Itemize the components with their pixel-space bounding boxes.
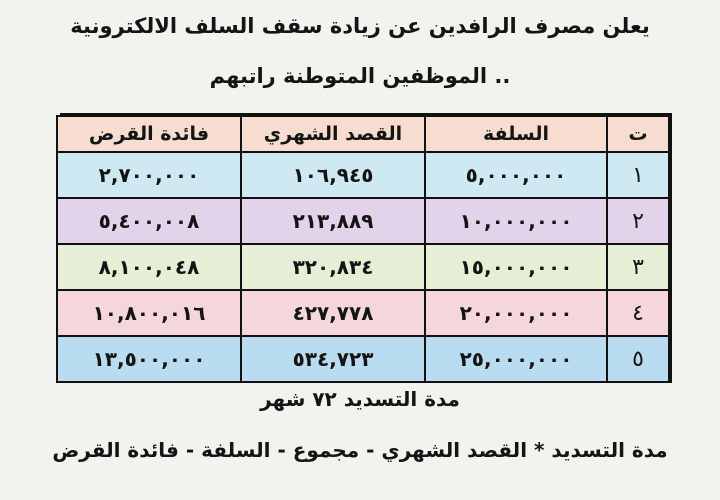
- table-row: [57, 244, 669, 290]
- cell-index: ٣: [607, 244, 669, 290]
- loan-table-container: [60, 113, 672, 383]
- headline-line-2: .. الموظفين المتوطنة راتبهم: [209, 64, 511, 88]
- cell-index: ٥: [607, 336, 669, 382]
- loan-table: [56, 115, 670, 383]
- cell-interest: ٥,٤٠٠,٠٠٨: [57, 198, 241, 244]
- cell-loan: ٢٥,٠٠٠,٠٠٠: [425, 336, 607, 382]
- cell-monthly: ٢١٣,٨٨٩: [241, 198, 425, 244]
- cell-index: ٢: [607, 198, 669, 244]
- cell-monthly: ١٠٦,٩٤٥: [241, 152, 425, 198]
- cell-loan: ٢٠,٠٠٠,٠٠٠: [425, 290, 607, 336]
- header-loan-interest: فائدة القرض: [57, 116, 241, 152]
- headline-line-1: يعلن مصرف الرافدين عن زيادة سقف السلف الالكترونية: [70, 14, 650, 38]
- table-row: [57, 336, 669, 382]
- header-index: ت: [607, 116, 669, 152]
- header-loan: السلفة: [425, 116, 607, 152]
- repayment-duration-note: مدة التسديد ٧٢ شهر: [260, 387, 460, 411]
- table-row: [57, 152, 669, 198]
- cell-interest: ٨,١٠٠,٠٤٨: [57, 244, 241, 290]
- cell-loan: ١٠,٠٠٠,٠٠٠: [425, 198, 607, 244]
- table-row: [57, 290, 669, 336]
- cell-monthly: ٥٣٤,٧٢٣: [241, 336, 425, 382]
- repayment-formula-note: مدة التسديد * القصد الشهري - مجموع - السلفة - فائدة القرض: [52, 438, 668, 462]
- cell-interest: ٢,٧٠٠,٠٠٠: [57, 152, 241, 198]
- cell-index: ١: [607, 152, 669, 198]
- table-header-row: [57, 116, 669, 152]
- cell-loan: ١٥,٠٠٠,٠٠٠: [425, 244, 607, 290]
- header-monthly-installment: القصد الشهري: [241, 116, 425, 152]
- cell-monthly: ٣٢٠,٨٣٤: [241, 244, 425, 290]
- cell-monthly: ٤٢٧,٧٧٨: [241, 290, 425, 336]
- table-row: [57, 198, 669, 244]
- cell-index: ٤: [607, 290, 669, 336]
- cell-loan: ٥,٠٠٠,٠٠٠: [425, 152, 607, 198]
- cell-interest: ١٠,٨٠٠,٠١٦: [57, 290, 241, 336]
- cell-interest: ١٣,٥٠٠,٠٠٠: [57, 336, 241, 382]
